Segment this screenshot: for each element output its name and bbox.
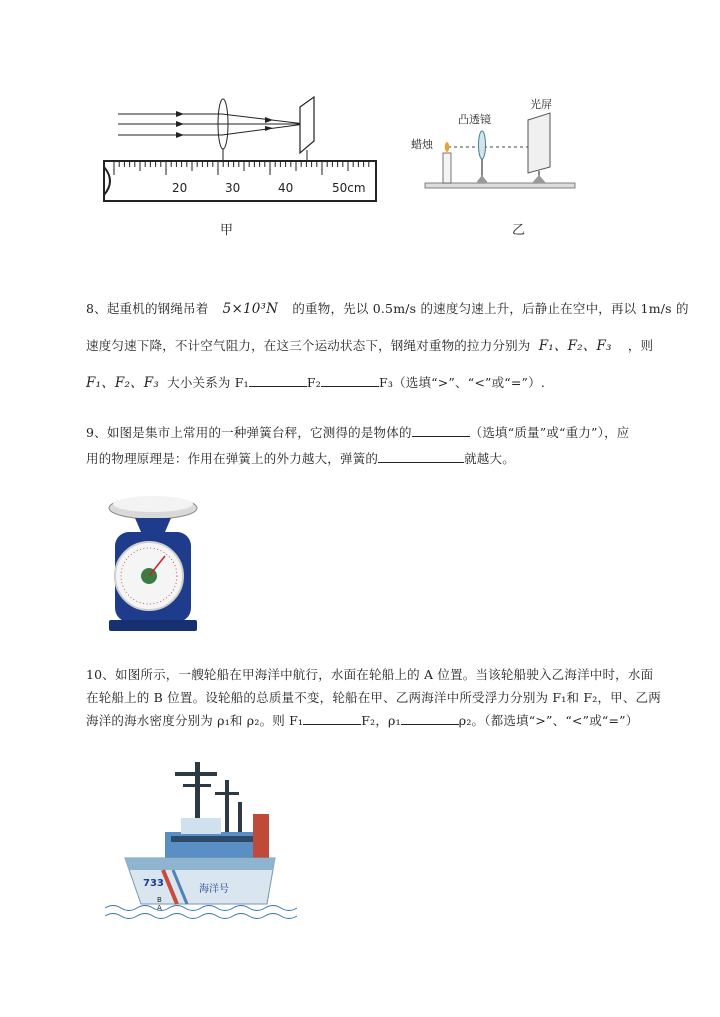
- ship-mark-b: B: [157, 896, 162, 904]
- ruler-label-50: 50cm: [332, 181, 366, 195]
- q8-line2-end: ，则: [627, 338, 654, 353]
- spring-scale-drawing: [105, 490, 200, 635]
- ruler-label-20: 20: [172, 181, 188, 195]
- q8-line1-end: 的重物，先以 0.5m/s 的速度匀速上升，后静止在空中，再以 1m/s 的: [292, 301, 689, 316]
- q8-force-list: F₁、F₂、F₃: [538, 338, 612, 354]
- ship-image: [103, 758, 303, 928]
- q9-line1-end: （选填“质量”或“重力”），应: [469, 425, 630, 440]
- q9-blank-2[interactable]: [378, 448, 464, 463]
- figure-caption-right: 乙: [512, 223, 526, 238]
- q10-line3-c: ρ₂。（都选填“>”、“<”或“=”）: [458, 713, 639, 728]
- q10-blank-1[interactable]: [303, 710, 361, 725]
- lens-ruler-diagram: [100, 95, 380, 205]
- q8-blank-2[interactable]: [321, 372, 379, 387]
- label-screen: 光屏: [530, 98, 552, 111]
- q9-blank-1[interactable]: [412, 422, 470, 437]
- q8-line3-b: F₂: [306, 375, 321, 390]
- ruler-label-30: 30: [225, 181, 241, 195]
- q8-line3-c: F₃（选填“>”、“<”或“=”）.: [378, 375, 546, 390]
- q8-mass-expression: 5×10³N: [222, 301, 279, 317]
- question-10: [86, 664, 676, 732]
- q10-line1: 10、如图所示，一艘轮船在甲海洋中航行，水面在轮船上的 A 位置。当该轮船驶入乙海洋中时，水面: [86, 667, 654, 682]
- q10-blank-2[interactable]: [401, 710, 459, 725]
- ship-name: 海洋号: [199, 884, 229, 895]
- ship-hull-number: 733: [143, 878, 164, 889]
- figure-caption-left: 甲: [220, 223, 234, 238]
- label-lens: 凸透镜: [458, 113, 491, 126]
- q8-blank-1[interactable]: [249, 372, 307, 387]
- ruler-label-40: 40: [278, 181, 294, 195]
- ship-mark-a: A: [157, 904, 162, 912]
- candle-lens-screen-diagram: [410, 95, 580, 195]
- q9-line2-end: 就越大。: [464, 451, 515, 466]
- q8-line2-start: 速度匀速下降，不计空气阻力，在这三个运动状态下，钢绳对重物的拉力分别为: [86, 338, 531, 353]
- question-9: [86, 422, 676, 470]
- q9-line1-start: 9、如图是集市上常用的一种弹簧台秤，它测得的是物体的: [86, 425, 412, 440]
- ship-drawing: [103, 758, 303, 928]
- spring-scale-image: [105, 490, 200, 635]
- optics-figure-left: [100, 95, 380, 205]
- q8-line1-start: 8、起重机的钢绳吊着: [86, 301, 209, 316]
- q8-force-list-2: F₁、F₂、F₃: [86, 375, 159, 391]
- optics-figure-right: [410, 95, 580, 195]
- label-candle: 蜡烛: [411, 138, 433, 151]
- q10-line3-b: F₂，ρ₁: [361, 713, 401, 728]
- q8-line3-a: 大小关系为 F₁: [167, 375, 249, 390]
- q10-line2: 在轮船上的 B 位置。设轮船的总质量不变，轮船在甲、乙两海洋中所受浮力分别为 F₁和 F₂，甲、乙两: [86, 690, 661, 705]
- q10-line3-a: 海洋的海水密度分别为 ρ₁和 ρ₂。则 F₁: [86, 713, 304, 728]
- q9-line2-start: 用的物理原理是：作用在弹簧上的外力越大，弹簧的: [86, 451, 379, 466]
- question-8: [86, 298, 689, 394]
